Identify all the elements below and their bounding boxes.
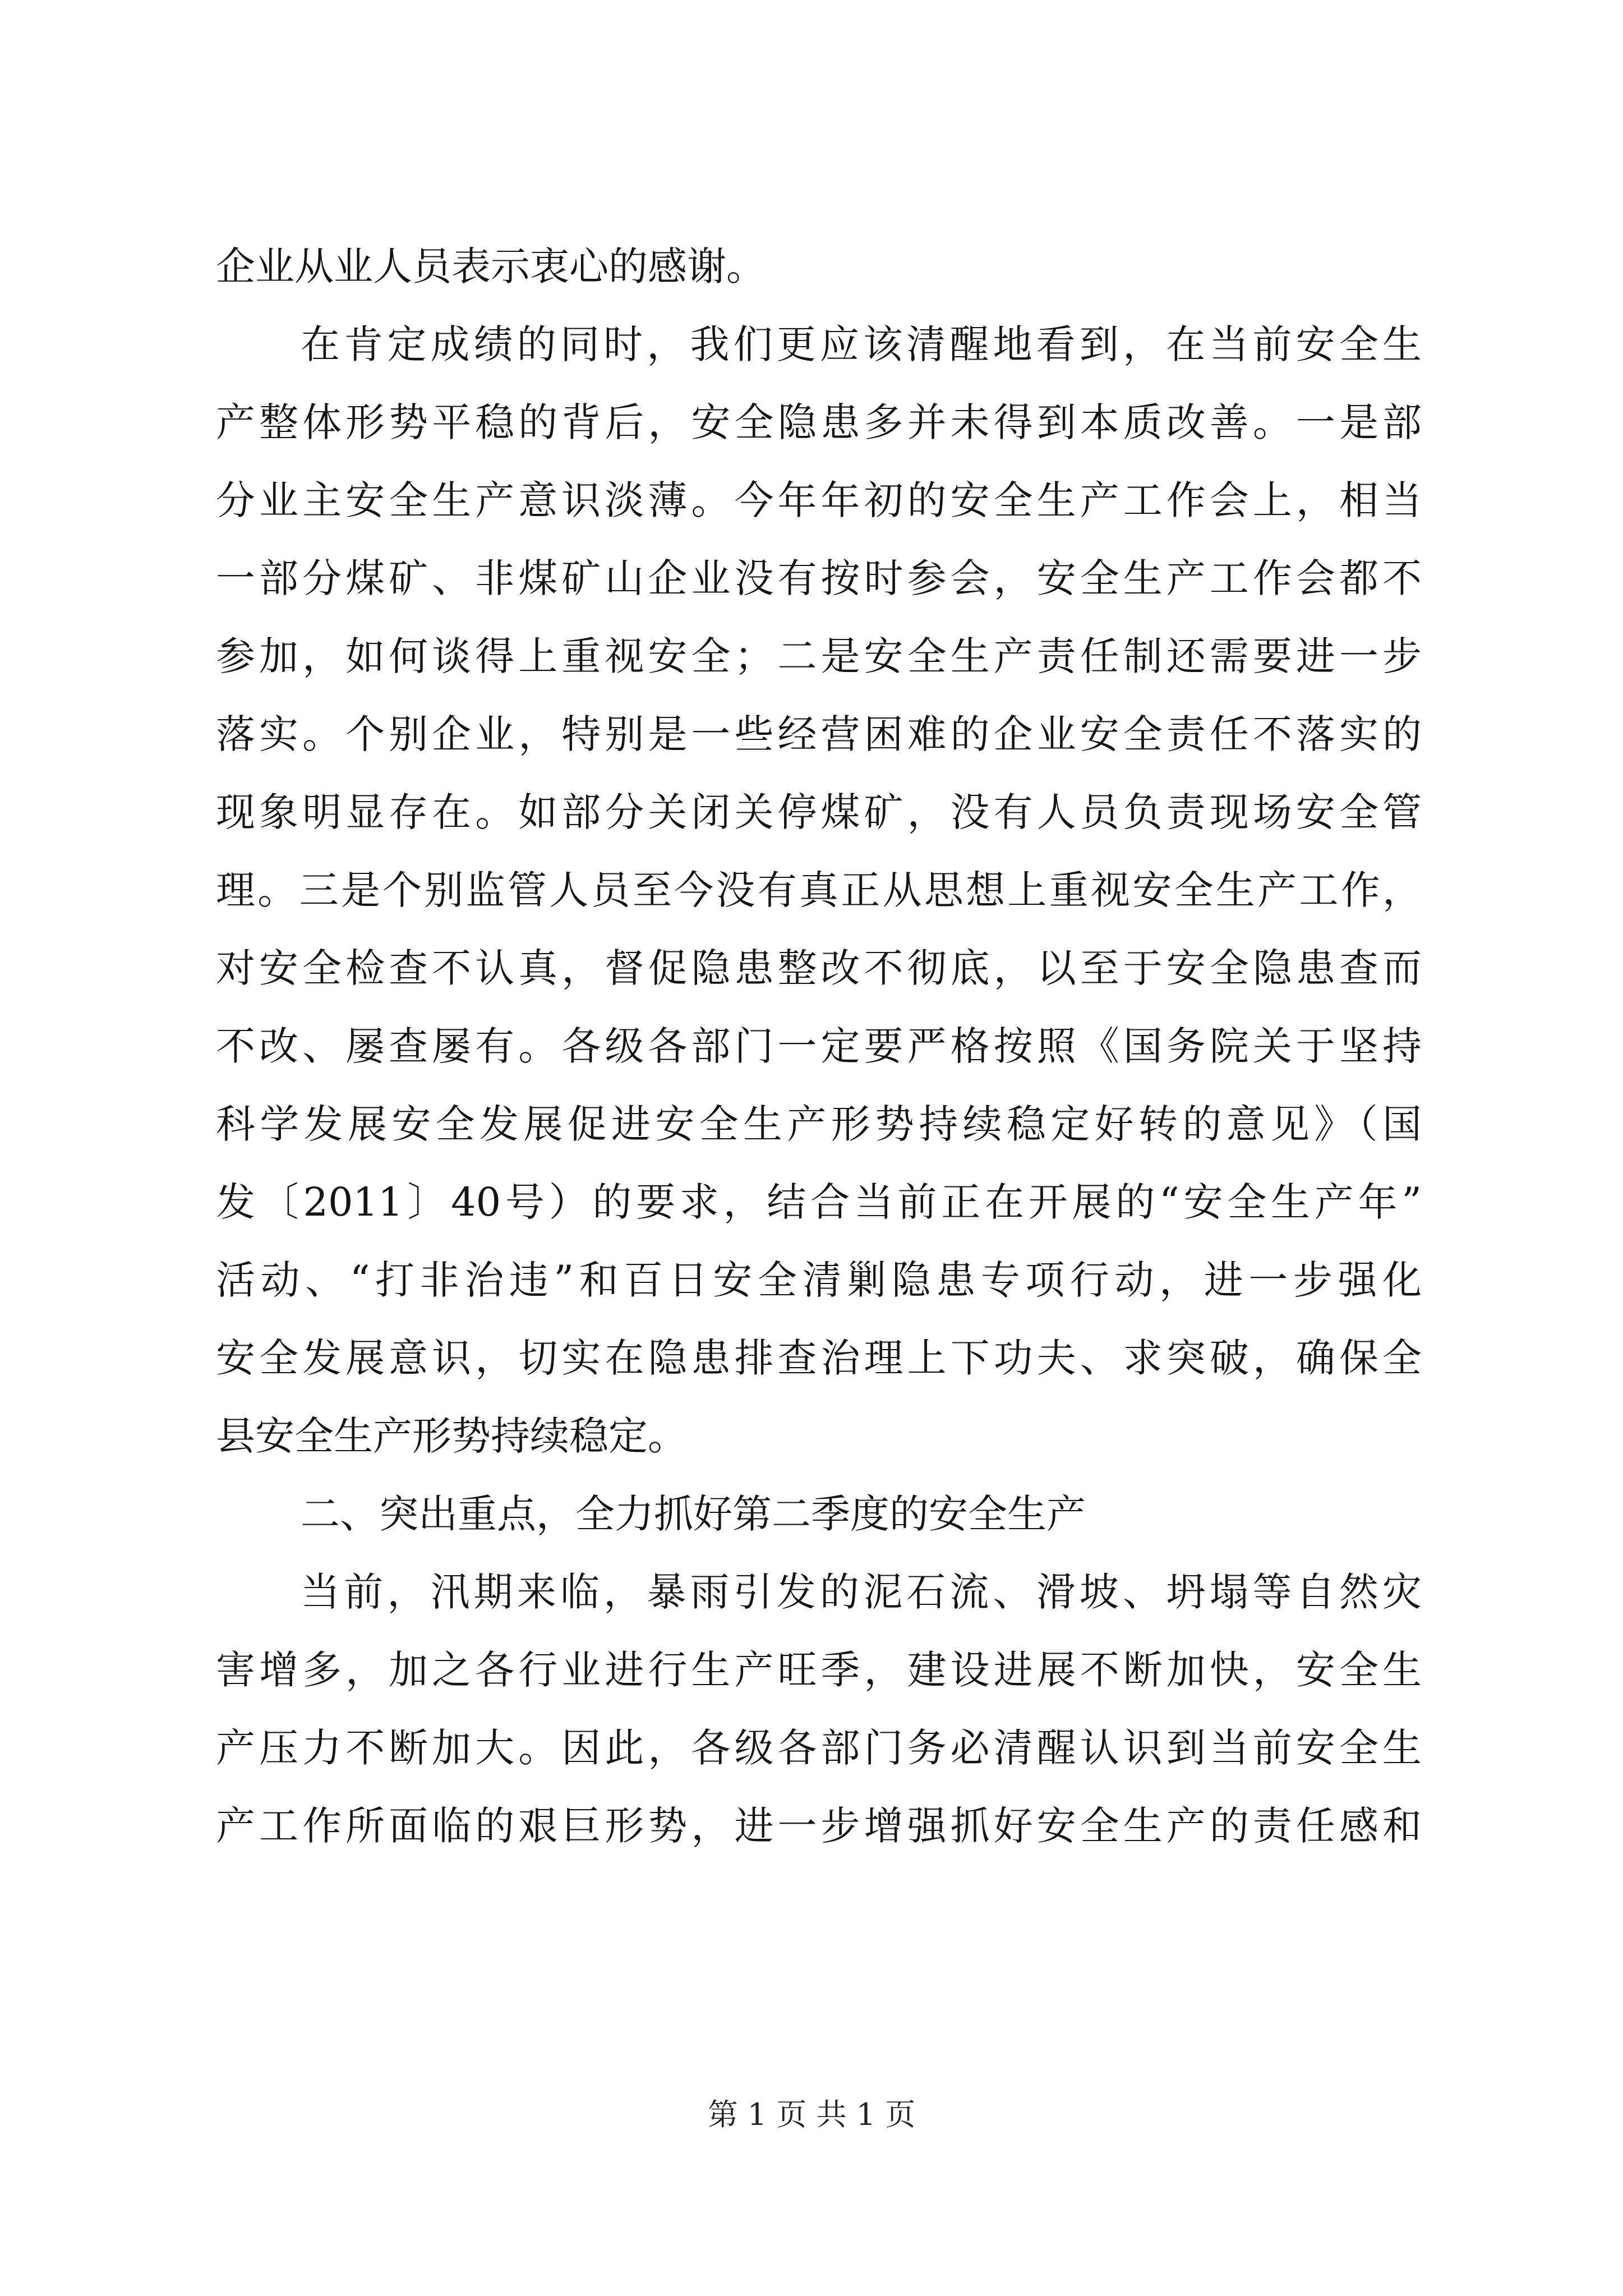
text-line: 活动、“打非治违”和百日安全清剿隐患专项行动，进一步强化 [216, 1257, 1422, 1303]
text-line: 对安全检查不认真，督促隐患整改不彻底，以至于安全隐患查而 [216, 945, 1422, 991]
text-line: 安全发展意识，切实在隐患排查治理上下功夫、求突破，确保全 [216, 1335, 1422, 1381]
text-line: 不改、屡查屡有。各级各部门一定要严格按照《国务院关于坚持 [216, 1023, 1422, 1069]
text-line: 害增多，加之各行业进行生产旺季，建设进展不断加快，安全生 [216, 1647, 1422, 1693]
text-line: 当前，汛期来临，暴雨引发的泥石流、滑坡、坍塌等自然灾 [301, 1569, 1422, 1615]
text-line: 一部分煤矿、非煤矿山企业没有按时参会，安全生产工作会都不 [216, 555, 1422, 601]
text-line: 分业主安全生产意识淡薄。今年年初的安全生产工作会上，相当 [216, 477, 1422, 523]
text-line: 理。三是个别监管人员至今没有真正从思想上重视安全生产工作， [216, 867, 1422, 913]
section-heading: 二、突出重点，全力抓好第二季度的安全生产 [301, 1491, 1086, 1537]
text-line: 发〔2011〕40号）的要求，结合当前正在开展的“安全生产年” [216, 1179, 1422, 1225]
text-line: 现象明显存在。如部分关闭关停煤矿，没有人员负责现场安全管 [216, 789, 1422, 835]
text-line: 产工作所面临的艰巨形势，进一步增强抓好安全生产的责任感和 [216, 1803, 1422, 1849]
text-line: 县安全生产形势持续稳定。 [216, 1413, 687, 1459]
text-line: 落实。个别企业，特别是一些经营困难的企业安全责任不落实的 [216, 711, 1422, 757]
text-line: 在肯定成绩的同时，我们更应该清醒地看到，在当前安全生 [301, 321, 1422, 367]
text-line: 产整体形势平稳的背后，安全隐患多并未得到本质改善。一是部 [216, 399, 1422, 445]
text-line: 参加，如何谈得上重视安全；二是安全生产责任制还需要进一步 [216, 633, 1422, 679]
text-line: 企业从业人员表示衷心的感谢。 [216, 243, 766, 289]
page-number-label: 第 1 页 共 1 页 [707, 2097, 916, 2132]
text-line: 产压力不断加大。因此，各级各部门务必清醒认识到当前安全生 [216, 1725, 1422, 1771]
text-line: 科学发展安全发展促进安全生产形势持续稳定好转的意见》（国 [216, 1101, 1422, 1147]
page-footer [0, 2095, 1623, 2134]
